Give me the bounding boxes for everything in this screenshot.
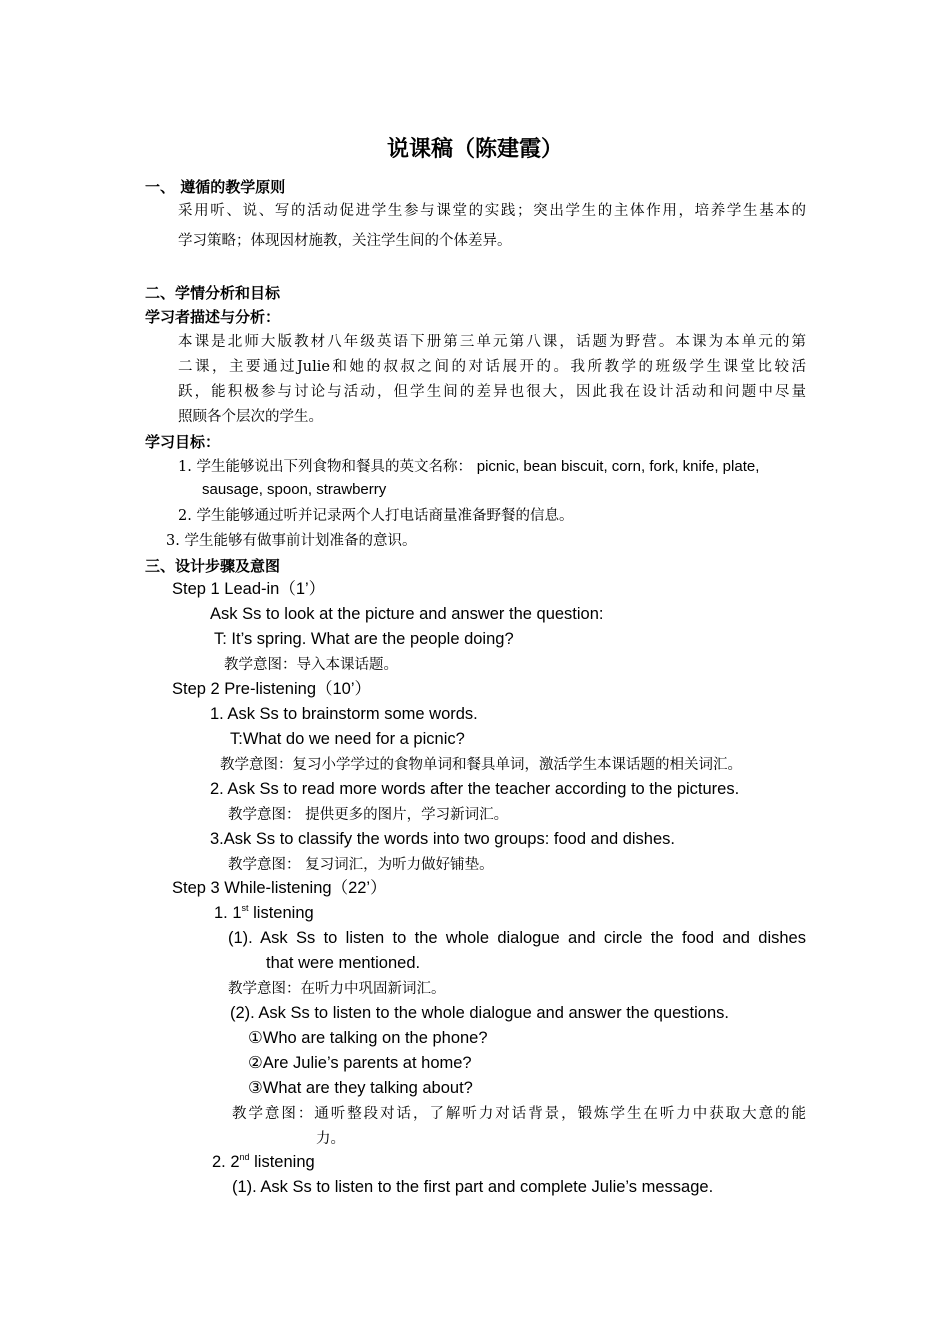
learner-analysis-line: 本课是北师大版教材八年级英语下册第三单元第八课，话题为野营。本课为本单元的第 bbox=[178, 334, 806, 350]
goal-1-words-cont: sausage, spoon, strawberry bbox=[202, 481, 387, 498]
page-title: 说课稿（陈建霞） bbox=[386, 136, 563, 162]
step2-item1-intent: 教学意图：复习小学学过的食物单词和餐具单词，激活学生本课话题的相关词汇。 bbox=[220, 757, 742, 773]
task1-intent: 教学意图：在听力中巩固新词汇。 bbox=[228, 981, 446, 997]
first-listening-label: listening bbox=[248, 904, 314, 922]
step2-item1: 1. Ask Ss to brainstorm some words. bbox=[210, 705, 478, 723]
section1-heading: 一、 遵循的教学原则 bbox=[145, 178, 286, 196]
question-item: ①Who are talking on the phone? bbox=[248, 1029, 488, 1047]
task2: (2). Ask Ss to listen to the whole dialogue and answer the questions. bbox=[230, 1004, 729, 1022]
goal-3: 3. 学生能够有做事前计划准备的意识。 bbox=[166, 533, 417, 549]
first-listening-ordinal: st bbox=[241, 903, 249, 913]
step3-title: Step 3 While-listening（22’） bbox=[172, 879, 387, 897]
section3-heading: 三、设计步骤及意图 bbox=[145, 557, 281, 575]
section2-heading: 二、学情分析和目标 bbox=[145, 284, 281, 302]
learner-analysis-line: 二课，主要通过Julie和她的叔叔之间的对话展开的。我所教学的班级学生课堂比较活 bbox=[178, 359, 806, 375]
task1-line2: that were mentioned. bbox=[266, 954, 421, 972]
step2-item1-question: T:What do we need for a picnic? bbox=[230, 730, 465, 748]
question-item: ③What are they talking about? bbox=[248, 1079, 473, 1097]
learner-analysis-line: 跃，能积极参与讨论与活动，但学生间的差异也很大，因此我在设计活动和问题中尽量 bbox=[178, 384, 806, 400]
step1-line2: T: It’s spring. What are the people doing? bbox=[214, 630, 514, 648]
task1-line1: (1). Ask Ss to listen to the whole dialogue and circle the food and dishes bbox=[228, 929, 806, 947]
step2-item3: 3.Ask Ss to classify the words into two groups: food and dishes. bbox=[210, 830, 675, 848]
question-item: ②Are Julie’s parents at home? bbox=[248, 1054, 472, 1072]
step2-title: Step 2 Pre-listening（10’） bbox=[172, 680, 372, 698]
second-listening-number: 2. 2 bbox=[212, 1153, 240, 1171]
second-listening-label: listening bbox=[249, 1153, 315, 1171]
task2-intent-line1: 教学意图：通听整段对话，了解听力对话背景，锻炼学生在听力中获取大意的能 bbox=[232, 1106, 806, 1122]
step2-item2-intent: 教学意图： 提供更多的图片，学习新词汇。 bbox=[228, 807, 509, 823]
learner-analysis-line: 照顾各个层次的学生。 bbox=[178, 409, 323, 425]
first-listening-heading bbox=[214, 903, 314, 923]
step2-item2: 2. Ask Ss to read more words after the teacher according to the pictures. bbox=[210, 780, 740, 798]
goal-1-words: picnic, bean biscuit, corn, fork, knife, plate, bbox=[476, 458, 760, 475]
section1-text-line1: 采用听、说、写的活动促进学生参与课堂的实践；突出学生的主体作用，培养学生基本的 bbox=[178, 203, 806, 219]
second-listening-heading bbox=[212, 1152, 315, 1172]
goal-1-cn: 1. 学生能够说出下列食物和餐具的英文名称： bbox=[178, 459, 472, 475]
learner-analysis-heading: 学习者描述与分析： bbox=[145, 308, 281, 326]
task2-intent-line2: 力。 bbox=[316, 1131, 345, 1147]
goal-2: 2. 学生能够通过听并记录两个人打电话商量准备野餐的信息。 bbox=[178, 508, 574, 524]
step1-line1: Ask Ss to look at the picture and answer the question: bbox=[210, 605, 604, 623]
goal-1 bbox=[178, 456, 759, 477]
first-listening-number: 1. 1 bbox=[214, 904, 242, 922]
step1-title: Step 1 Lead-in（1’） bbox=[172, 580, 326, 598]
step1-intent: 教学意图：导入本课话题。 bbox=[224, 657, 398, 673]
second-listening-task1: (1). Ask Ss to listen to the first part and complete Julie’s message. bbox=[232, 1178, 714, 1196]
second-listening-ordinal: nd bbox=[239, 1152, 250, 1162]
section1-text-line2: 学习策略；体现因材施教，关注学生间的个体差异。 bbox=[178, 233, 512, 249]
learning-goals-heading: 学习目标： bbox=[145, 433, 221, 451]
step2-item3-intent: 教学意图： 复习词汇，为听力做好铺垫。 bbox=[228, 857, 494, 873]
